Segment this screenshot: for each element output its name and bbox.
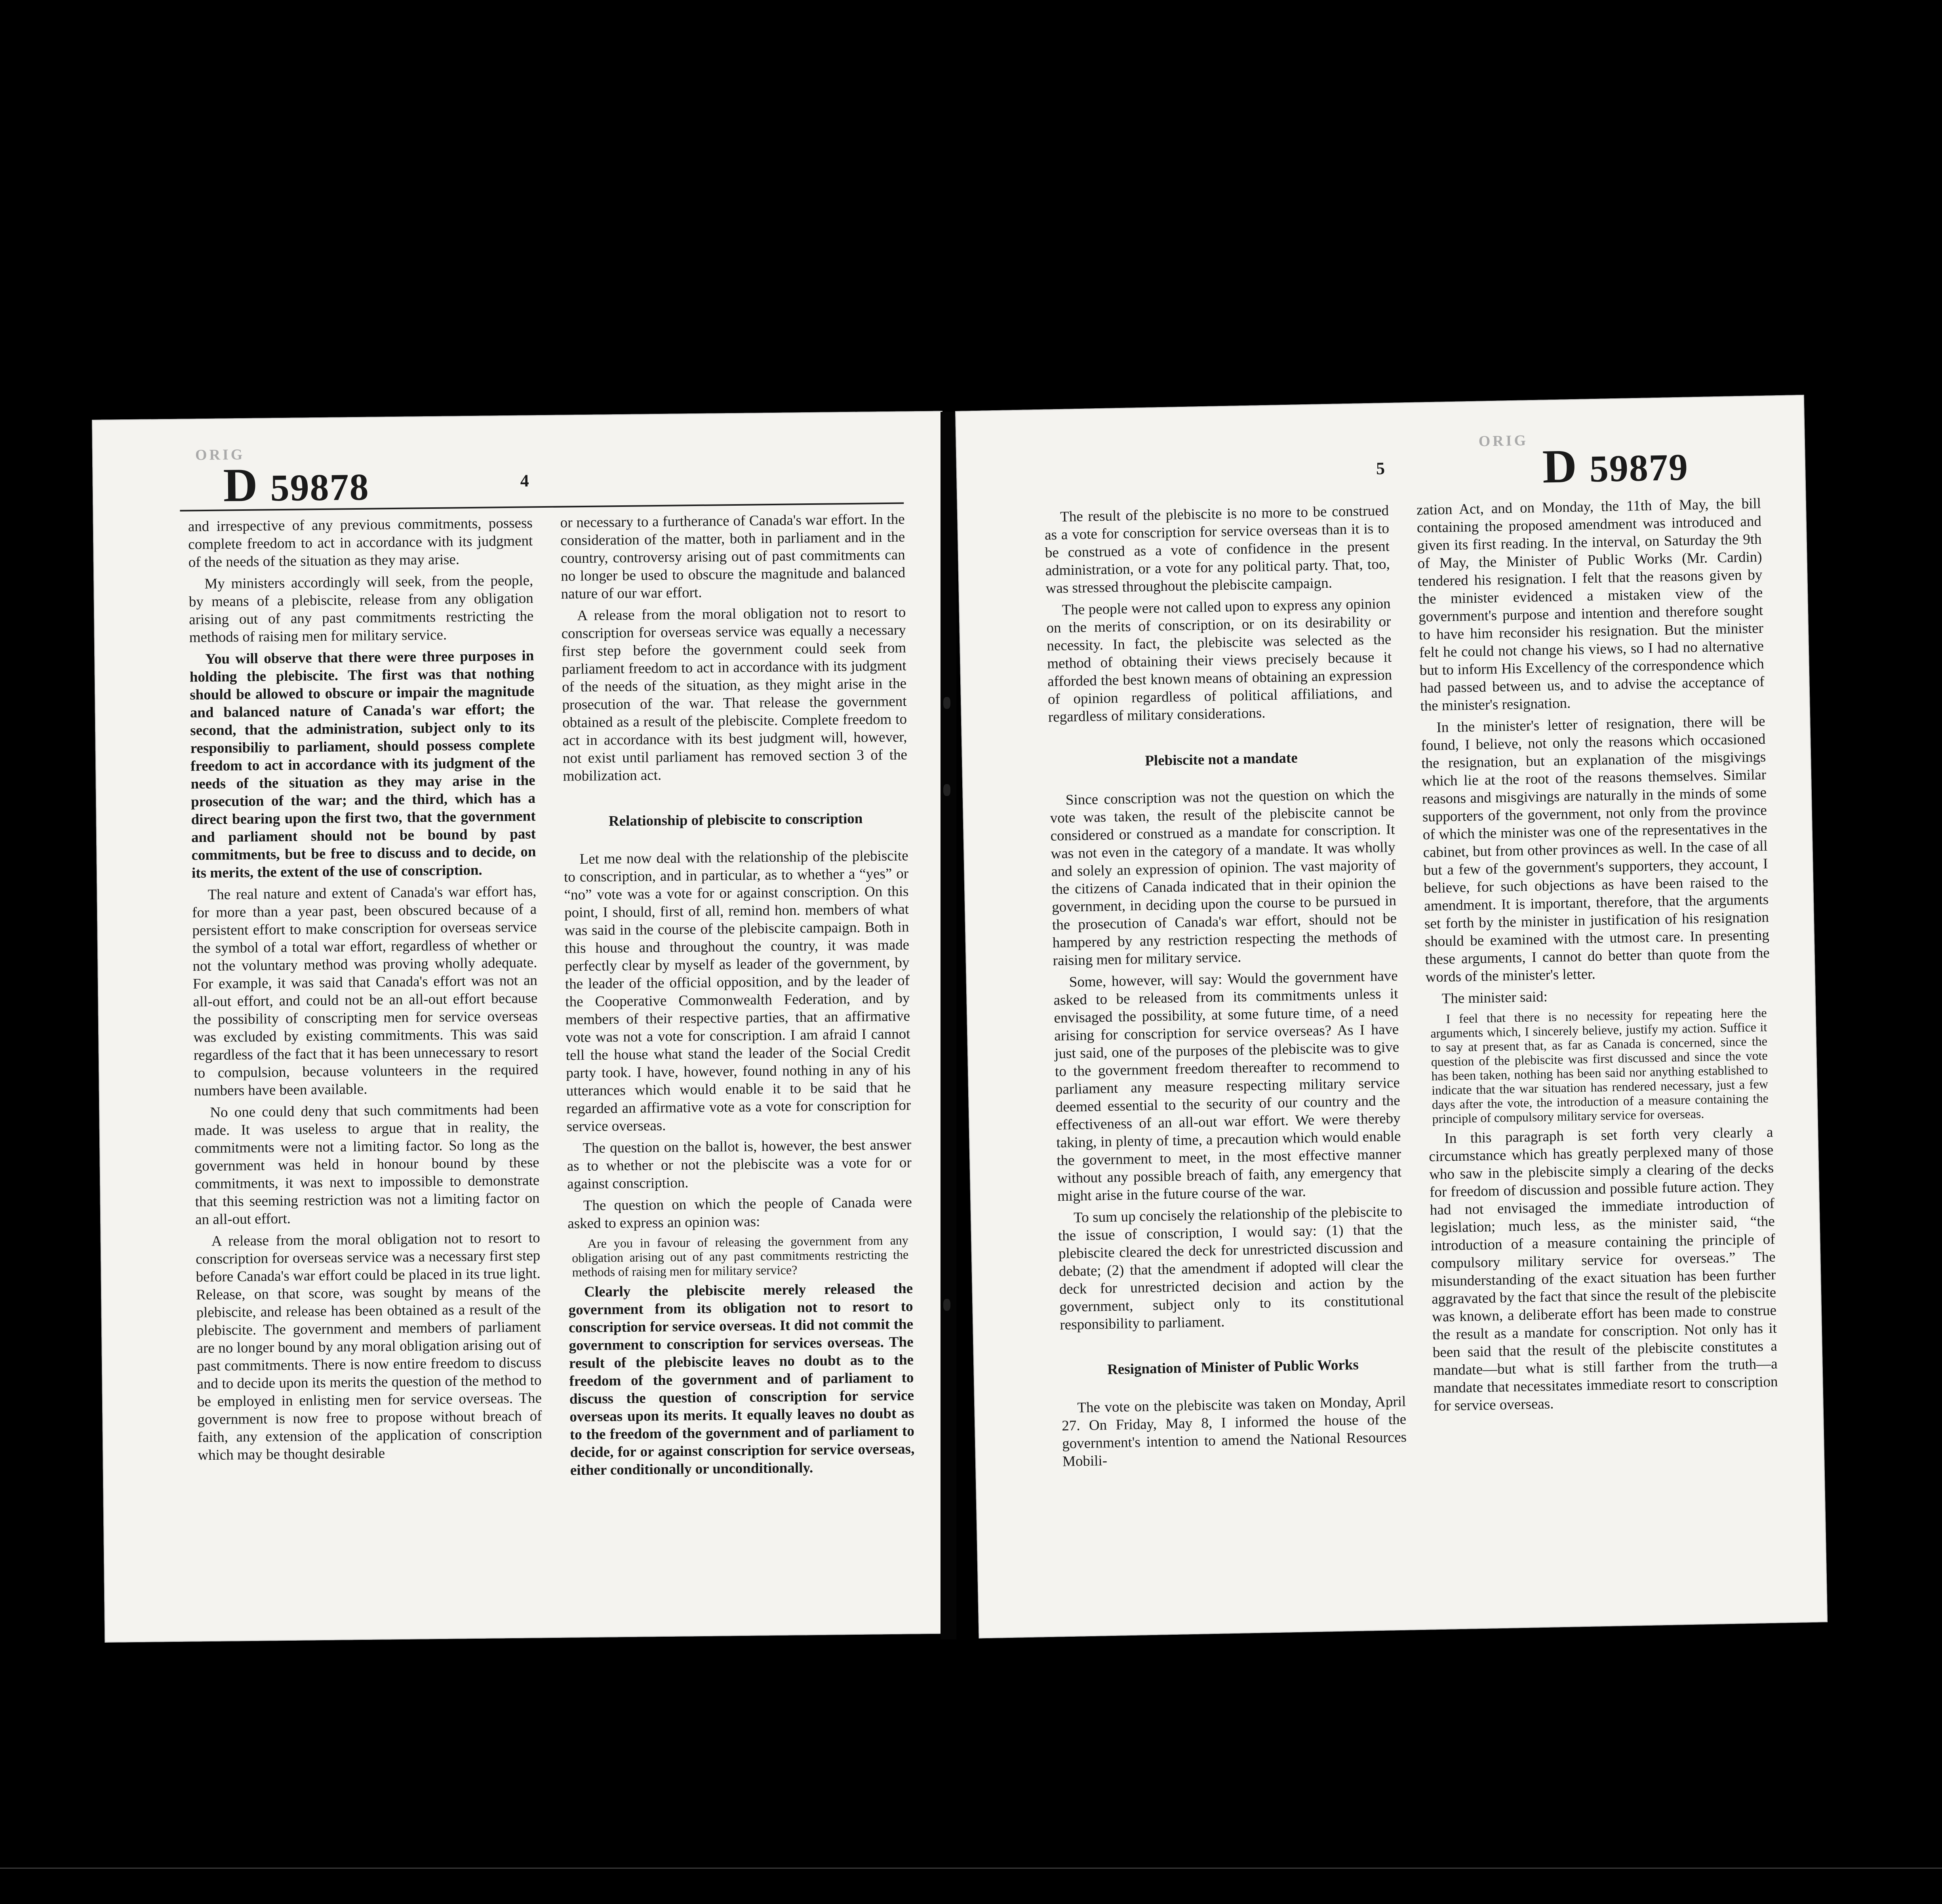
left-page-id-number: 59878 bbox=[270, 465, 370, 509]
paragraph: In the minister's letter of resignation, there will be found, I believe, not only the reasons which occasioned the resignation, but an explanation of the misgivings which lie at the root of the reasons themselves. Similar reasons and misgivings are naturally in the minds of some supporters of the government, not only from the province of which the minister was one of the representatives in the cabinet, but from other provinces as well. In the case of all but a few of the government's supporters, they account, I believe, for such objections as have been raised to the amendment. It is important, therefore, that the arguments set forth by the minister in justification of his resignation should be examined with the utmost care. In presenting these arguments, I cannot do better than quote from the words of the minister's letter. bbox=[1421, 713, 1770, 986]
right-column-2 bbox=[1417, 495, 1778, 1419]
paragraph: No one could deny that such commitments had been made. It was useless to argue that in reality, the commitments were not a limiting factor. So long as the government was held in honour bound by these commitments, it was next to impossible to demonstrate that this seeming restriction was not a limiting factor on an all-out effort. bbox=[194, 1101, 540, 1228]
paragraph: or necessary to a furtherance of Canada's war effort. In the consideration of the matter, both in parliament and in the country, controversy arising out of past commitments can no longer be used to obscure the magnitude and balanced nature of our war effort. bbox=[560, 511, 906, 602]
right-page-number: 5 bbox=[1376, 459, 1385, 478]
left-column-2 bbox=[560, 510, 915, 1483]
right-page-id-number: 59879 bbox=[1589, 446, 1689, 490]
book-gutter bbox=[941, 412, 956, 1639]
section-heading: Relationship of plebiscite to conscription bbox=[608, 810, 863, 830]
paragraph: The result of the plebiscite is no more to be construed as a vote for conscription for service overseas than it is to be construed as a vote of confidence in the present administration, or a vote for any political party. That, too, was stressed throughout the plebiscite campaign. bbox=[1044, 503, 1390, 597]
binding-hole bbox=[943, 697, 950, 709]
paragraph: A release from the moral obligation not to resort to conscription for overseas service was a necessary first step before Canada's war effort could be placed in its true light. Release, on that score, was sought by means of the plebiscite, and release has been obtained as a result of the plebiscite. The government and members of parliament are no longer bound by any moral obligation arising out of past commitments. There is now entire freedom to discuss and to decide upon its merits the question of the method to be employed in enlisting men for service overseas. The government is now free to propose without breach of faith, any extension of the application of conscription which may be thought desirable bbox=[195, 1230, 543, 1464]
paragraph: The question on which the people of Canada were asked to express an opinion was: bbox=[567, 1194, 912, 1232]
left-page-id-prefix: D bbox=[223, 458, 259, 512]
block-quote: Are you in favour of releasing the government from any obligation arising out of any past commitments restricting the methods of raising men for military service? bbox=[572, 1233, 909, 1279]
section-heading: Resignation of Minister of Public Works bbox=[1107, 1356, 1359, 1378]
left-column-1 bbox=[188, 514, 543, 1468]
paragraph: The vote on the plebiscite was taken on Monday, April 27. On Friday, May 8, I informed the house of the government's intention to amend the National Resources Mobili- bbox=[1061, 1393, 1407, 1470]
binding-hole bbox=[943, 1299, 950, 1311]
paragraph: Since conscription was not the question on which the vote was taken, the result of the plebiscite cannot be considered or construed as a mandate for conscription. It was not even in the category of a mandate. It was wholly and solely an expression of opinion. The vast majority of the citizens of Canada indicated that in their opinion the government, in deciding upon the course to be pursued in the prosecution of Canada's war effort, should not be hampered by any restriction respecting the methods of raising men for military service. bbox=[1050, 785, 1397, 969]
paragraph: Some, however, will say: Would the government have asked to be released from its commitments unless it envisaged the possibility, at some future time, of a need arising for conscription for service overseas? As I have just said, one of the purposes of the plebiscite was to give to the government freedom thereafter to recommend to parliament any measure respecting military service deemed essential to the security of our country and the effectiveness of an all-out war effort. We were thereby taking, in plenty of time, a precaution which would enable the government to meet, in the most effective manner without any possible breach of faith, any emergency that might arise in the future course of the war. bbox=[1053, 967, 1402, 1205]
paragraph: A release from the moral obligation not to resort to conscription for overseas service was equally a necessary first step before the government could seek from parliament freedom to act in accordance with its judgment of the needs of the situation, as they might arise in the prosecution of the war. That release the government obtained as a result of the plebiscite. Complete freedom to act in accordance with its best judgment will, however, not exist until parliament has removed section 3 of the mobilization act. bbox=[561, 604, 908, 784]
left-stamp: ORIG bbox=[195, 446, 245, 464]
paragraph: You will observe that there were three purposes in holding the plebiscite. The first was that nothing should be allowed to obscure or impair the magnitude and balanced nature of Canada's war effort; the second, that the administration, subject only to its responsibiliy to parliament, should possess complete freedom to act in accordance with its judgment of the needs of the situation as they may arise in the prosecution of the war; and the third, which has a direct bearing upon the first two, that the government and parliament should not be bound by past commitments, but be free to discuss and to decide, on its merits, the extent of the use of conscription. bbox=[189, 647, 536, 882]
left-page-number: 4 bbox=[520, 471, 529, 491]
section-heading: Plebiscite not a mandate bbox=[1144, 750, 1298, 769]
scanner-edge-line bbox=[0, 1868, 1942, 1869]
right-page-id-prefix: D bbox=[1542, 439, 1578, 493]
paragraph: The real nature and extent of Canada's war effort has, for more than a year past, been obscured because of a persistent effort to make conscription for overseas service the symbol of a total war effort, regardless of whether or not the voluntary method was proving wholly adequate. For example, it was said that Canada's effort was not an all-out effort, and could not be an all-out effort because the possibility of conscripting men for service overseas was excluded by existing commitments. This was said regardless of the fact that it has been unnecessary to resort to compulsion, because volunteers in the required numbers have been available. bbox=[192, 883, 539, 1099]
left-header bbox=[92, 435, 943, 512]
paragraph: The people were not called upon to express any opinion on the merits of conscription, or on its desirability or necessity. In fact, the plebiscite was selected as the method of obtaining their views precisely because it afforded the best known means of obtaining an expression of opinion regardless of political affiliations, and regardless of military considerations. bbox=[1046, 595, 1393, 725]
paragraph: My ministers accordingly will seek, from the people, by means of a plebiscite, release from any obligation arising out of any past commitments restricting the methods of raising men for military service. bbox=[188, 572, 534, 646]
paragraph: Clearly the plebiscite merely released the government from its obligation not to resort to conscription for service overseas. It did not commit the government to conscription for services overseas. The result of the plebiscite leaves no doubt as to the freedom of the government and of parliament to discuss the question of conscription for service overseas upon its merits. It equally leaves no doubt as to the freedom of the government and of parliament to decide, for or against conscription for service overseas, either conditionally or unconditionally. bbox=[568, 1280, 915, 1479]
paragraph: The minister said: bbox=[1441, 988, 1548, 1007]
left-page bbox=[92, 411, 955, 1643]
block-quote: I feel that there is no necessity for repeating here the arguments which, I sincerely believe, justify my action. Suffice it to say at present that, as far as Canada is concerned, since the question of the plebiscite was first discussed and since the vote has been taken, nothing has been said nor anything established to indicate that the war situation has rendered necessary, just a few days after the vote, the introduction of a measure containing the principle of compulsory military service for overseas. bbox=[1430, 1005, 1769, 1126]
left-page-id bbox=[223, 457, 369, 513]
right-page-id bbox=[1542, 436, 1689, 494]
right-page bbox=[955, 395, 1828, 1639]
paragraph: Let me now deal with the relationship of the plebiscite to conscription, and in particular, as to whether a “yes” or “no” vote was a vote for or against conscription. On this point, I should, first of all, remind hon. members of what was said in the course of the plebiscite campaign. Both in this house and throughout the country, it was made perfectly clear by myself as leader of the government, by the leader of the official opposition, and by the leader of the Cooperative Commonwealth Federation, and by members of their respective parties, that an affirmative vote was not a vote for conscription. I am afraid I cannot tell the house what stand the leader of the Social Credit party took. I have, however, found nothing in any of his utterances which would enable it to be said that he regarded an affirmative vote as a vote for conscription for service overseas. bbox=[564, 847, 911, 1135]
paragraph: zation Act, and on Monday, the 11th of May, the bill containing the proposed amendment was introduced and given its first reading. In the interval, on Saturday the 9th of May, the Minister of Public Works (Mr. Cardin) tendered his resignation. I felt that the reasons given by the minister evidenced a mistaken view of the government's purpose and intention and therefore sought to have him reconsider his resignation. But the minister felt he could not change his views, so I had no alternative but to inform His Excellency of the correspondence which had passed between us, and to advise the acceptance of the minister's resignation. bbox=[1416, 495, 1765, 714]
paragraph: In this paragraph is set forth very clearly a circumstance which has greatly perplexed many of those who saw in the plebiscite simply a clearing of the decks for freedom of discussion and possible future action. They had not envisaged the immediate introduction of legislation; much less, as the minister said, “the introduction of a measure containing the principle of compulsory military service for overseas.” The misunderstanding of the exact situation has been further aggravated by the fact that since the result of the plebiscite was known, a deliberate effort has been made to construe the result as a mandate for conscription. Not only has it been said that the result of the plebiscite constitutes a mandate—but what is still farther from the truth—a mandate that necessitates immediate resort to conscription for service overseas. bbox=[1428, 1124, 1778, 1415]
right-column-1 bbox=[1044, 502, 1407, 1474]
binding-hole bbox=[943, 784, 950, 796]
paragraph: To sum up concisely the relationship of the plebiscite to the issue of conscription, I would say: (1) that the plebiscite cleared the deck for unrestricted discussion and debate; (2) that the amendment if adopted will clear the deck for unrestricted decision and action by the government, subject only to its constitutional responsibility to parliament. bbox=[1058, 1203, 1404, 1333]
paragraph: and irrespective of any previous commitments, possess complete freedom to act in accordance with its judgment of the needs of the situation as they may arise. bbox=[188, 515, 533, 571]
paragraph: The question on the ballot is, however, the best answer as to whether or not the plebiscite was a vote for or against conscription. bbox=[567, 1137, 912, 1192]
right-header bbox=[956, 419, 1805, 493]
right-stamp: ORIG bbox=[1478, 432, 1529, 450]
